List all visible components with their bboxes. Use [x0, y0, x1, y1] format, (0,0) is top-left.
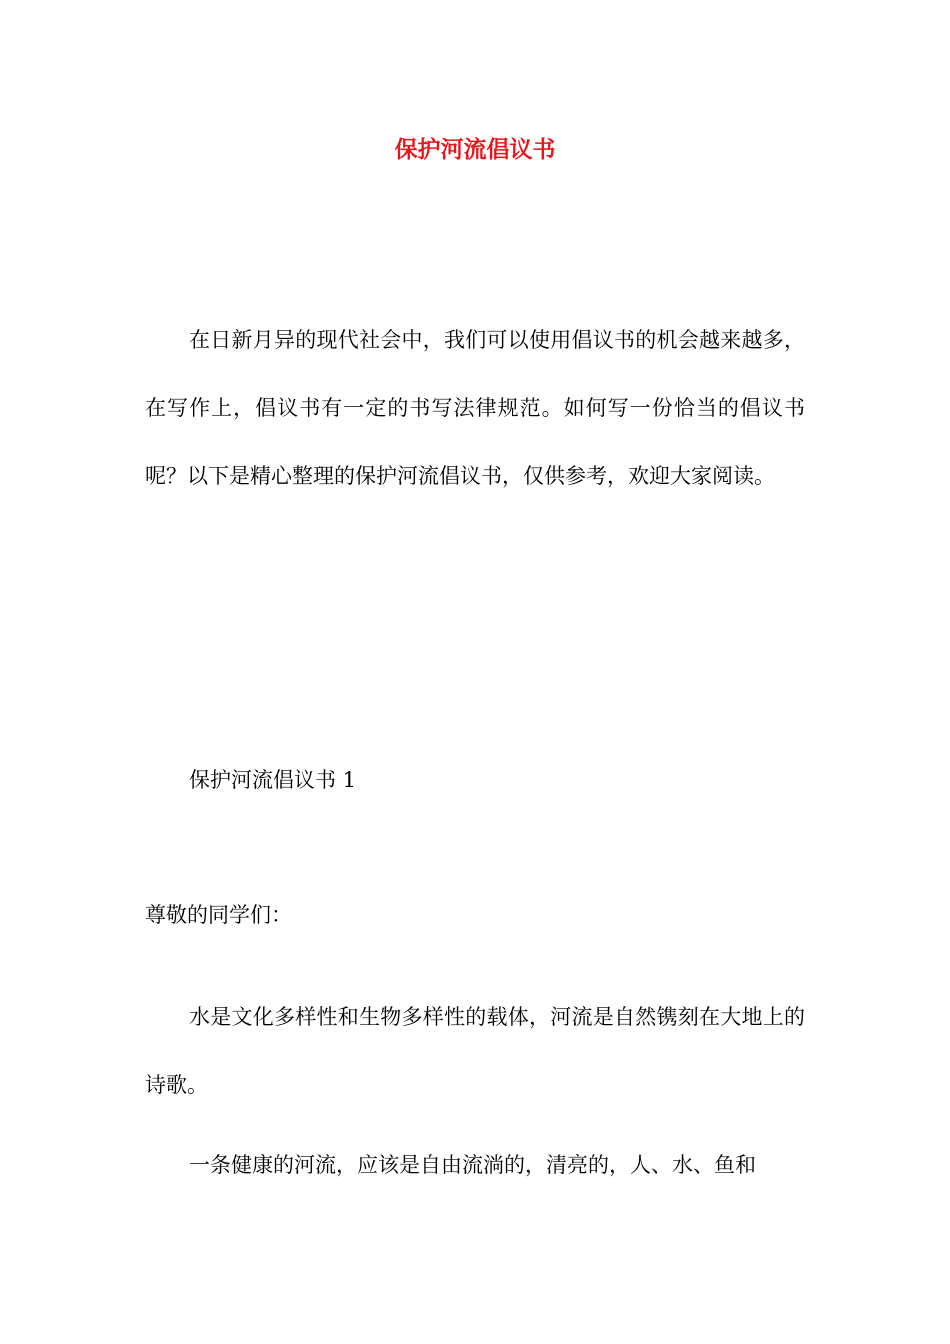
section-heading: 保护河流倡议书 1: [189, 768, 357, 792]
intro-paragraph: 在日新月异的现代社会中，我们可以使用倡议书的机会越来越多，在写作上，倡议书有一定的书写法律规范。如何写一份恰当的倡议书呢？以下是精心整理的保护河流倡议书，仅供参考，欢迎大家阅读。: [145, 328, 805, 488]
salutation: 尊敬的同学们：: [145, 903, 292, 927]
body-paragraph-2: 一条健康的河流，应该是自由流淌的，清亮的，人、水、鱼和: [189, 1153, 756, 1177]
document-title: 保护河流倡议书: [394, 137, 556, 163]
body-paragraph-1: 水是文化多样性和生物多样性的载体，河流是自然镌刻在大地上的诗歌。: [145, 1005, 805, 1097]
